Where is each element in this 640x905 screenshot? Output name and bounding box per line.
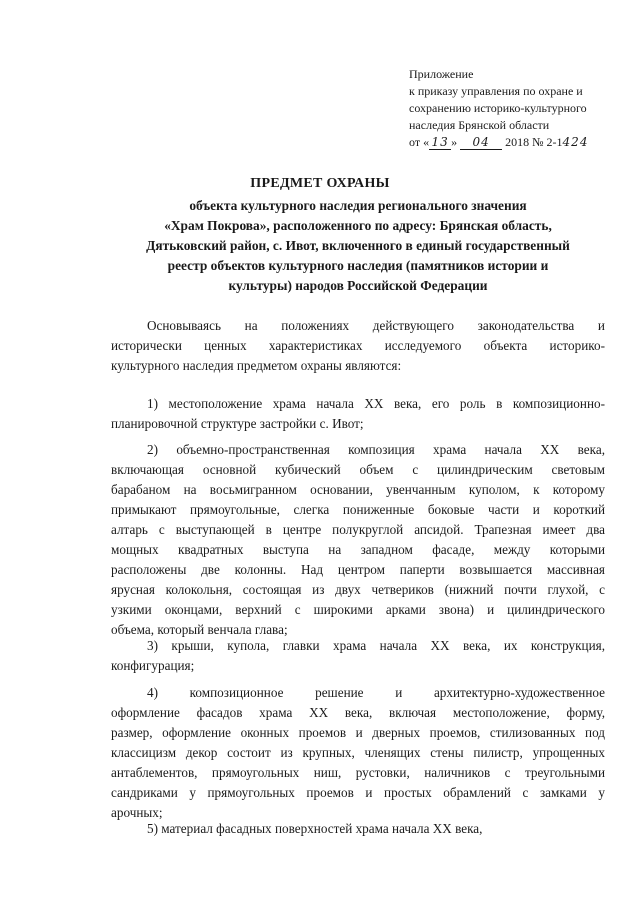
intro-paragraph — [111, 316, 605, 376]
subtitle-line: реестр объектов культурного наследия (памятников истории и — [167, 258, 549, 273]
item-line: оформление фасадов храма XX века, включая местоположение, форму, — [111, 705, 605, 720]
item-line: мощных квадратных выступа на западном фасаде, между которыми — [111, 542, 605, 557]
item-line: размер, оформление оконных проемов и дверных проемов, стилизованных под — [111, 725, 605, 740]
item-line: 3) крыши, купола, главки храма начала XX века, их конструкция, — [147, 638, 605, 653]
annex-header — [409, 66, 629, 151]
subtitle-line: Дятьковский район, с. Ивот, включенного в единый государственный — [146, 238, 570, 253]
item-line: конфигурация; — [111, 658, 195, 673]
item-line: объема, который венчала глава; — [111, 622, 288, 637]
annex-line-1: Приложение — [409, 67, 474, 81]
item-line: 4) композиционное решение и архитектурно-художественное — [147, 685, 605, 700]
item-line: включающая основной кубический объем с цилиндрическим световым — [111, 462, 605, 477]
subtitle-line: объекта культурного наследия регионального значения — [189, 198, 527, 213]
item-line: классицизм декор состоит из крупных, членящих стены пилистр, упрощенных — [111, 745, 605, 760]
item-line: 1) местоположение храма начала XX века, его роль в композиционно- — [147, 396, 605, 411]
date-year: 2018 № 2-1 — [505, 135, 563, 149]
order-number: 424 — [562, 135, 589, 149]
subtitle-line: «Храм Покрова», расположенного по адресу: Брянская область, — [164, 218, 552, 233]
item-line: планировочной структуре застройки с. Ивот; — [111, 416, 364, 431]
annex-line-2: к приказу управления по охране и — [409, 84, 583, 98]
item-2 — [111, 440, 605, 640]
date-mid: » — [451, 135, 458, 149]
item-line: 2) объемно-пространственная композиция храма начала XX века, — [147, 442, 605, 457]
item-line: 5) материал фасадных поверхностей храма начала XX века, — [147, 821, 483, 836]
document-title: ПРЕДМЕТ ОХРАНЫ — [250, 176, 390, 191]
date-day: 13 — [429, 136, 451, 150]
item-1 — [111, 394, 605, 434]
date-month: 04 — [460, 136, 502, 150]
item-line: расположены две колонны. Над центром паперти возвышается массивная — [111, 562, 605, 577]
item-5 — [111, 819, 605, 839]
item-line: сандриками у прямоугольных проемов и простых обрамлений с замками у — [111, 785, 605, 800]
annex-line-3: сохранению историко-культурного — [409, 101, 587, 115]
item-line: арочных; — [111, 805, 163, 820]
item-line: ярусная колокольня, состоящая из двух четвериков (нижний почти глухой, с — [111, 582, 605, 597]
document-subtitle — [128, 196, 588, 296]
item-line: узкими оконцами, верхний с широкими арками звона) и цилиндрического — [111, 602, 605, 617]
item-3 — [111, 636, 605, 676]
intro-line: исторически ценных характеристиках исследуемого объекта историко- — [111, 338, 605, 353]
subtitle-line: культуры) народов Российской Федерации — [228, 278, 488, 293]
item-line: антаблементов, прямоугольных ниш, рустовки, наличников с треугольными — [111, 765, 605, 780]
annex-date-line — [409, 134, 629, 151]
date-prefix: от « — [409, 135, 430, 149]
item-line: примыкают прямоугольные, слегка пониженные боковые части и короткий — [111, 502, 605, 517]
intro-line: культурного наследия предметом охраны являются: — [111, 358, 402, 373]
item-line: алтарь с выступающей в центре полукруглой апсидой. Трапезная имеет два — [111, 522, 605, 537]
annex-line-4: наследия Брянской области — [409, 118, 550, 132]
intro-line: Основываясь на положениях действующего законодательства и — [147, 318, 605, 333]
item-line: барабаном на восьмигранном основании, увенчанным куполом, к которому — [111, 482, 605, 497]
item-4 — [111, 683, 605, 823]
